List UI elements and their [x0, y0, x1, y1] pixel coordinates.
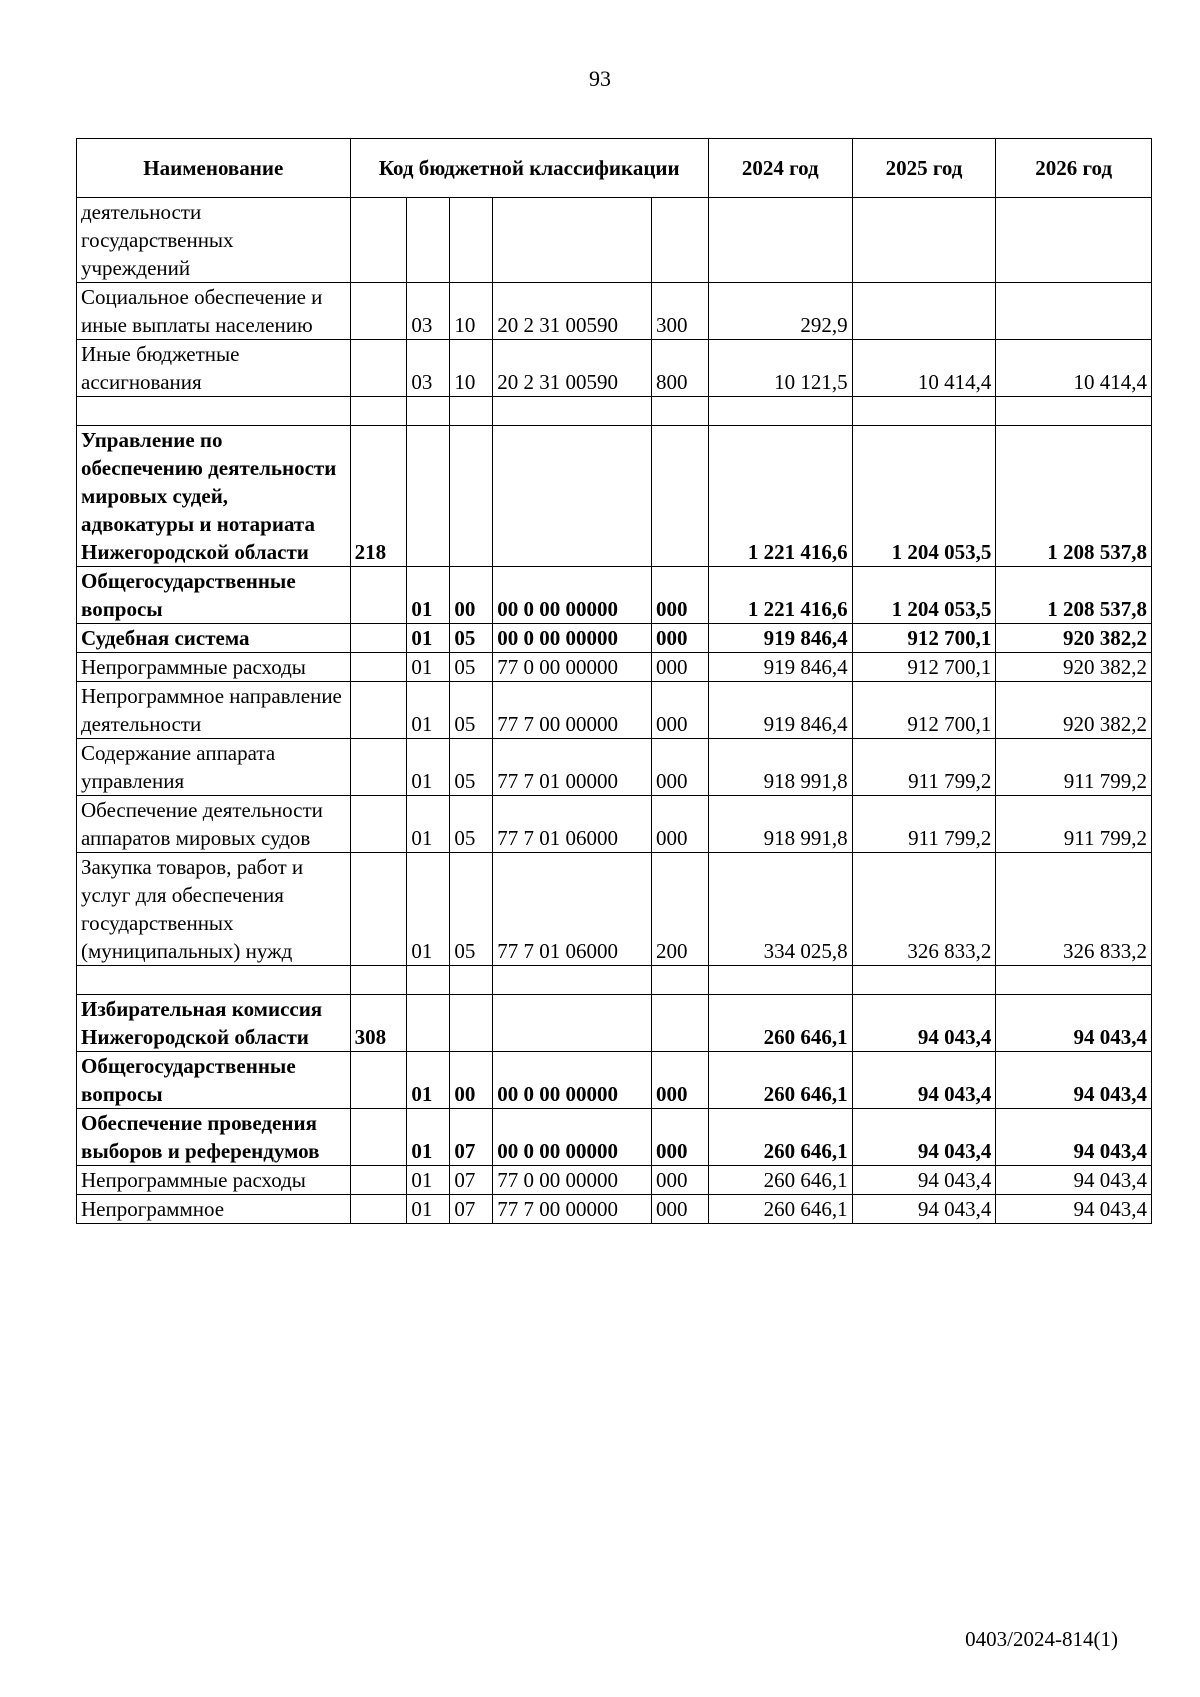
empty-cell	[77, 397, 351, 426]
empty-cell	[77, 966, 351, 995]
cell-2025: 326 833,2	[852, 853, 996, 966]
cell-ved	[350, 682, 407, 739]
cell-target-article: 77 0 00 00000	[493, 1166, 652, 1195]
cell-2025: 94 043,4	[852, 1052, 996, 1109]
cell-section: 03	[407, 283, 450, 340]
cell-2024: 260 646,1	[708, 1166, 852, 1195]
cell-name: Закупка товаров, работ и услуг для обеспечения государственных (муниципальных) нужд	[77, 853, 351, 966]
header-code: Код бюджетной классификации	[350, 139, 708, 198]
cell-2024: 10 121,5	[708, 340, 852, 397]
cell-2026	[996, 198, 1152, 283]
cell-target-article	[493, 426, 652, 567]
empty-cell	[708, 397, 852, 426]
cell-2026: 1 208 537,8	[996, 567, 1152, 624]
cell-expense-type: 000	[652, 653, 709, 682]
cell-2025: 94 043,4	[852, 1195, 996, 1224]
cell-name: Избирательная комиссия Нижегородской области	[77, 995, 351, 1052]
cell-2024: 260 646,1	[708, 1052, 852, 1109]
cell-2026: 1 208 537,8	[996, 426, 1152, 567]
cell-name: Непрограммное направление деятельности	[77, 682, 351, 739]
cell-2024: 260 646,1	[708, 1109, 852, 1166]
table-row	[77, 853, 1152, 966]
cell-expense-type: 300	[652, 283, 709, 340]
cell-expense-type: 000	[652, 1109, 709, 1166]
cell-ved	[350, 567, 407, 624]
cell-target-article: 20 2 31 00590	[493, 340, 652, 397]
cell-2026	[996, 283, 1152, 340]
cell-2024: 919 846,4	[708, 624, 852, 653]
empty-cell	[407, 397, 450, 426]
cell-subsection: 05	[450, 739, 493, 796]
cell-2025: 912 700,1	[852, 653, 996, 682]
cell-subsection: 00	[450, 1052, 493, 1109]
cell-name: Обеспечение деятельности аппаратов мировых судов	[77, 796, 351, 853]
cell-subsection: 05	[450, 682, 493, 739]
cell-2026: 920 382,2	[996, 682, 1152, 739]
cell-2024	[708, 198, 852, 283]
cell-name: Обеспечение проведения выборов и референдумов	[77, 1109, 351, 1166]
table-row	[77, 1166, 1152, 1195]
cell-section: 01	[407, 1195, 450, 1224]
cell-2024: 1 221 416,6	[708, 567, 852, 624]
empty-cell	[852, 397, 996, 426]
cell-expense-type: 000	[652, 1195, 709, 1224]
cell-section	[407, 198, 450, 283]
cell-section: 01	[407, 682, 450, 739]
table-row	[77, 1109, 1152, 1166]
table-body	[77, 198, 1152, 1224]
empty-cell	[450, 966, 493, 995]
cell-2024: 334 025,8	[708, 853, 852, 966]
cell-expense-type: 000	[652, 1166, 709, 1195]
cell-target-article: 00 0 00 00000	[493, 1109, 652, 1166]
cell-2026: 920 382,2	[996, 653, 1152, 682]
cell-target-article: 00 0 00 00000	[493, 567, 652, 624]
empty-cell	[350, 966, 407, 995]
table-row	[77, 624, 1152, 653]
cell-subsection: 05	[450, 853, 493, 966]
empty-cell	[852, 966, 996, 995]
cell-name: Непрограммные расходы	[77, 653, 351, 682]
cell-subsection	[450, 198, 493, 283]
cell-2026: 911 799,2	[996, 739, 1152, 796]
cell-section: 01	[407, 653, 450, 682]
cell-section: 01	[407, 796, 450, 853]
cell-section: 01	[407, 739, 450, 796]
empty-cell	[493, 966, 652, 995]
cell-name: Непрограммное	[77, 1195, 351, 1224]
spacer-row	[77, 966, 1152, 995]
header-2024: 2024 год	[708, 139, 852, 198]
cell-section	[407, 426, 450, 567]
cell-expense-type: 000	[652, 682, 709, 739]
cell-2024: 918 991,8	[708, 739, 852, 796]
cell-2026: 94 043,4	[996, 1052, 1152, 1109]
cell-section: 01	[407, 624, 450, 653]
cell-2024: 292,9	[708, 283, 852, 340]
cell-target-article: 20 2 31 00590	[493, 283, 652, 340]
cell-name: деятельности государственных учреждений	[77, 198, 351, 283]
cell-2026: 920 382,2	[996, 624, 1152, 653]
empty-cell	[450, 397, 493, 426]
cell-subsection: 05	[450, 624, 493, 653]
cell-target-article: 77 7 01 06000	[493, 796, 652, 853]
spacer-row	[77, 397, 1152, 426]
cell-2026: 94 043,4	[996, 1166, 1152, 1195]
table-row	[77, 796, 1152, 853]
cell-target-article	[493, 198, 652, 283]
cell-2024: 260 646,1	[708, 1195, 852, 1224]
cell-2025: 10 414,4	[852, 340, 996, 397]
empty-cell	[708, 966, 852, 995]
cell-target-article: 00 0 00 00000	[493, 624, 652, 653]
cell-ved	[350, 653, 407, 682]
cell-name: Содержание аппарата управления	[77, 739, 351, 796]
cell-2024: 260 646,1	[708, 995, 852, 1052]
cell-subsection: 07	[450, 1166, 493, 1195]
empty-cell	[407, 966, 450, 995]
cell-2026: 326 833,2	[996, 853, 1152, 966]
table-row	[77, 653, 1152, 682]
cell-subsection: 05	[450, 796, 493, 853]
cell-ved	[350, 1195, 407, 1224]
table-row	[77, 283, 1152, 340]
cell-section: 01	[407, 567, 450, 624]
table-row	[77, 739, 1152, 796]
cell-expense-type	[652, 198, 709, 283]
cell-2026: 911 799,2	[996, 796, 1152, 853]
cell-name: Общегосударственные вопросы	[77, 1052, 351, 1109]
cell-subsection	[450, 995, 493, 1052]
cell-2024: 1 221 416,6	[708, 426, 852, 567]
cell-section: 01	[407, 1166, 450, 1195]
cell-2025	[852, 283, 996, 340]
table-row	[77, 340, 1152, 397]
cell-ved	[350, 739, 407, 796]
cell-ved	[350, 198, 407, 283]
cell-section: 01	[407, 1109, 450, 1166]
empty-cell	[350, 397, 407, 426]
empty-cell	[996, 966, 1152, 995]
cell-name: Управление по обеспечению деятельности мировых судей, адвокатуры и нотариата Нижегородской области	[77, 426, 351, 567]
cell-ved	[350, 1109, 407, 1166]
cell-expense-type: 000	[652, 624, 709, 653]
cell-ved: 218	[350, 426, 407, 567]
cell-2025: 1 204 053,5	[852, 426, 996, 567]
header-2025: 2025 год	[852, 139, 996, 198]
cell-subsection: 07	[450, 1109, 493, 1166]
table-row	[77, 426, 1152, 567]
cell-2025: 912 700,1	[852, 624, 996, 653]
cell-2025: 912 700,1	[852, 682, 996, 739]
cell-2025: 94 043,4	[852, 995, 996, 1052]
cell-2025: 94 043,4	[852, 1109, 996, 1166]
cell-expense-type	[652, 995, 709, 1052]
cell-expense-type: 000	[652, 739, 709, 796]
cell-target-article: 77 7 00 00000	[493, 682, 652, 739]
cell-2026: 94 043,4	[996, 1109, 1152, 1166]
cell-ved	[350, 624, 407, 653]
table-row	[77, 1195, 1152, 1224]
cell-expense-type	[652, 426, 709, 567]
table-row	[77, 198, 1152, 283]
cell-name: Социальное обеспечение и иные выплаты населению	[77, 283, 351, 340]
cell-subsection	[450, 426, 493, 567]
page-number: 93	[589, 66, 611, 91]
cell-target-article: 77 7 00 00000	[493, 1195, 652, 1224]
cell-subsection: 10	[450, 283, 493, 340]
cell-2024: 919 846,4	[708, 682, 852, 739]
cell-subsection: 00	[450, 567, 493, 624]
cell-section: 01	[407, 853, 450, 966]
empty-cell	[996, 397, 1152, 426]
cell-2024: 919 846,4	[708, 653, 852, 682]
cell-ved	[350, 1052, 407, 1109]
table-row	[77, 567, 1152, 624]
cell-2025: 94 043,4	[852, 1166, 996, 1195]
cell-target-article: 00 0 00 00000	[493, 1052, 652, 1109]
cell-2025: 911 799,2	[852, 796, 996, 853]
cell-target-article: 77 0 00 00000	[493, 653, 652, 682]
table-row	[77, 1052, 1152, 1109]
cell-2026: 94 043,4	[996, 1195, 1152, 1224]
cell-section: 03	[407, 340, 450, 397]
cell-2025	[852, 198, 996, 283]
cell-subsection: 10	[450, 340, 493, 397]
cell-name: Иные бюджетные ассигнования	[77, 340, 351, 397]
cell-ved	[350, 1166, 407, 1195]
cell-section: 01	[407, 1052, 450, 1109]
cell-target-article: 77 7 01 00000	[493, 739, 652, 796]
header-name: Наименование	[77, 139, 351, 198]
budget-table	[76, 138, 1152, 1224]
cell-target-article	[493, 995, 652, 1052]
cell-expense-type: 000	[652, 1052, 709, 1109]
cell-2024: 918 991,8	[708, 796, 852, 853]
cell-name: Непрограммные расходы	[77, 1166, 351, 1195]
table-row	[77, 995, 1152, 1052]
cell-ved	[350, 796, 407, 853]
cell-ved: 308	[350, 995, 407, 1052]
cell-name: Судебная система	[77, 624, 351, 653]
table-row	[77, 682, 1152, 739]
cell-2025: 1 204 053,5	[852, 567, 996, 624]
cell-ved	[350, 340, 407, 397]
cell-target-article: 77 7 01 06000	[493, 853, 652, 966]
cell-section	[407, 995, 450, 1052]
empty-cell	[493, 397, 652, 426]
cell-ved	[350, 853, 407, 966]
cell-expense-type: 000	[652, 567, 709, 624]
header-row	[77, 139, 1152, 198]
cell-expense-type: 200	[652, 853, 709, 966]
cell-2026: 94 043,4	[996, 995, 1152, 1052]
empty-cell	[652, 397, 709, 426]
cell-2025: 911 799,2	[852, 739, 996, 796]
cell-expense-type: 800	[652, 340, 709, 397]
cell-ved	[350, 283, 407, 340]
cell-2026: 10 414,4	[996, 340, 1152, 397]
empty-cell	[652, 966, 709, 995]
document-code: 0403/2024-814(1)	[965, 1627, 1118, 1651]
cell-subsection: 05	[450, 653, 493, 682]
header-2026: 2026 год	[996, 139, 1152, 198]
cell-expense-type: 000	[652, 796, 709, 853]
cell-subsection: 07	[450, 1195, 493, 1224]
cell-name: Общегосударственные вопросы	[77, 567, 351, 624]
